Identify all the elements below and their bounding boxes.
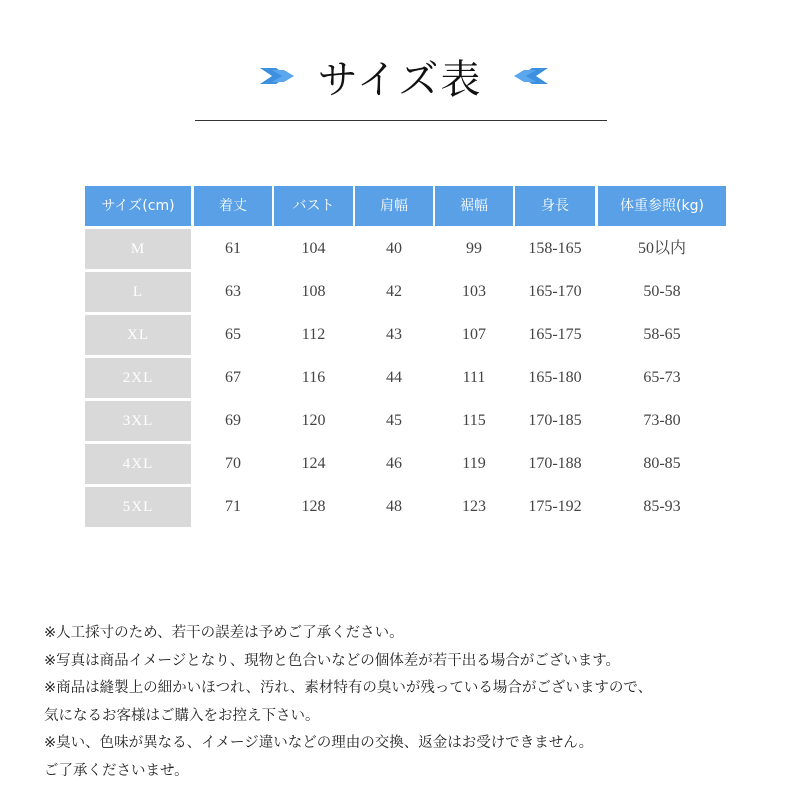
table-cell: 116 — [301, 369, 326, 386]
table-cell: 58-65 — [643, 326, 681, 343]
table-cell: 48 — [386, 498, 402, 515]
table-cell: 50以内 — [637, 240, 686, 257]
size-label-cell: M — [85, 229, 191, 269]
table-header-cell: 着丈 — [194, 186, 272, 226]
table-row — [85, 401, 725, 441]
table-cell: 128 — [301, 498, 326, 515]
table-header-cell: 身長 — [515, 186, 595, 226]
table-cell: 42 — [386, 283, 402, 300]
title-divider — [195, 120, 607, 121]
table-cell: 165-175 — [528, 326, 582, 343]
table-header-cell: バスト — [274, 186, 353, 226]
note-line: 気になるお客様はご購入をお控え下さい。 — [44, 707, 320, 724]
table-row — [85, 487, 725, 527]
size-label-cell: XL — [85, 315, 191, 355]
table-cell: 73-80 — [643, 412, 681, 429]
table-cell: 50-58 — [643, 283, 681, 300]
table-cell: 71 — [225, 498, 241, 515]
table-cell: 43 — [386, 326, 402, 343]
table-cell: 112 — [301, 326, 326, 343]
note-line: ※商品は縫製上の細かいほつれ、汚れ、素材特有の臭いが残っている場合がございますので、 — [44, 680, 653, 696]
size-label-cell: 3XL — [85, 401, 191, 441]
size-label-cell: L — [85, 272, 191, 312]
table-cell: 115 — [462, 412, 486, 429]
table-row — [85, 229, 725, 269]
size-label-cell: 5XL — [85, 487, 191, 527]
table-cell: 67 — [225, 369, 241, 386]
table-cell: 165-180 — [528, 369, 582, 386]
table-cell: 119 — [462, 455, 486, 472]
table-cell: 69 — [225, 412, 241, 429]
table-cell: 175-192 — [528, 498, 582, 515]
table-cell: 63 — [225, 283, 241, 300]
table-cell: 158-165 — [528, 240, 582, 257]
table-header-cell: 体重参照(kg) — [598, 186, 726, 226]
note-line: ※人工採寸のため、若干の誤差は予めご了承ください。 — [44, 625, 404, 641]
note-line: ご了承くださいませ。 — [44, 762, 189, 779]
table-row — [85, 315, 725, 355]
table-row — [85, 444, 725, 484]
table-cell: 103 — [462, 283, 486, 300]
table-cell: 65-73 — [643, 369, 681, 386]
table-header-row — [85, 186, 725, 226]
table-cell: 165-170 — [528, 283, 582, 300]
table-cell: 70 — [225, 455, 241, 472]
table-cell: 124 — [301, 455, 326, 472]
chevron-left-icon — [510, 64, 550, 88]
table-row — [85, 358, 725, 398]
table-cell: 80-85 — [643, 455, 681, 472]
note-line: ※写真は商品イメージとなり、現物と色合いなどの個体差が若干出る場合がございます。 — [44, 652, 621, 669]
table-cell: 65 — [225, 326, 241, 343]
table-cell: 170-185 — [528, 412, 582, 429]
size-label-cell: 4XL — [85, 444, 191, 484]
table-header-cell: サイズ(cm) — [85, 186, 191, 226]
note-line: ※臭い、色味が異なる、イメージ違いなどの理由の交換、返金はお受けできません。 — [44, 735, 594, 751]
notes — [44, 620, 784, 785]
table-cell: 61 — [225, 240, 241, 257]
table-cell: 46 — [386, 455, 402, 472]
table-header-cell: 肩幅 — [355, 186, 433, 226]
table-cell: 111 — [462, 369, 486, 386]
table-header-cell: 裾幅 — [435, 186, 513, 226]
table-cell: 44 — [386, 369, 402, 386]
table-cell: 108 — [301, 283, 326, 300]
table-cell: 40 — [386, 240, 402, 257]
table-cell: 99 — [466, 240, 482, 257]
page-title: サイズ表 — [317, 57, 483, 103]
table-cell: 104 — [301, 240, 326, 257]
table-cell: 45 — [386, 412, 402, 429]
table-cell: 170-188 — [528, 455, 582, 472]
title-block — [0, 40, 800, 110]
table-row — [85, 272, 725, 312]
table-cell: 123 — [462, 498, 486, 515]
size-label-cell: 2XL — [85, 358, 191, 398]
table-cell: 85-93 — [643, 498, 681, 515]
table-cell: 120 — [301, 412, 326, 429]
table-cell: 107 — [462, 326, 486, 343]
